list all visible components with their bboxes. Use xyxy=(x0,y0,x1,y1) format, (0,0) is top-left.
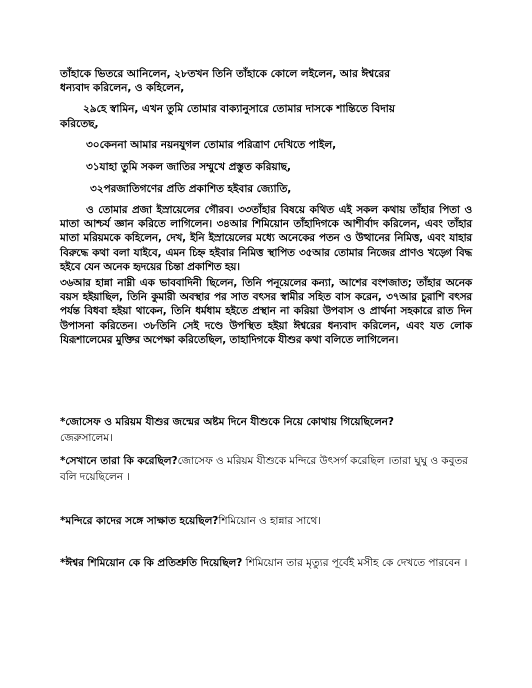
paragraph-verses-33-35: ও তোমার প্রজা ইস্রায়েলের গৌরব। ৩৩তাঁহার বিষয়ে কথিত এই সকল কথায় তাঁহার পিতা ও মাতা আশ্চর্য জ্ঞান করিতে লাগিলেন। ৩৪আর শিমিয়োন তাঁহাদিগকে আশীর্বাদ করিলেন, এবং তাঁহার মাতা মরিয়মকে কহিলেন, দেখ, ইনি ইস্রায়েলের মধ্যে অনেকের পতন ও উত্থানের নিমিত্ত, এবং যাহার বিরুদ্ধে কথা বলা যাইবে, এমন চিহ্ন হইবার নিমিত্ত স্থাপিত ৩৫আর তোমার নিজের প্রাণও খড়্গে বিদ্ধ হইবে যেন অনেক হৃদয়ের চিন্তা প্রকাশিত হয়। xyxy=(60,204,472,273)
qa-item-2 xyxy=(60,453,480,485)
qa-item-1 xyxy=(60,414,480,446)
qa-answer-3: শিমিয়োন ও হান্নার সাথে। xyxy=(218,515,321,527)
verse-29-line-2: করিতেছ, xyxy=(60,118,99,130)
verse-31: ৩১যাহা তুমি সকল জাতির সম্মুখে প্রস্তুত করিয়াছ, xyxy=(86,161,291,173)
passage-line-1: তাঁহাকে ভিতরে আনিলেন, ২৮তখন তিনি তাঁহাকে কোলে লইলেন, আর ঈশ্বরের xyxy=(60,68,390,80)
verse-32: ৩২পরজাতিগণের প্রতি প্রকাশিত হইবার জ্যোতি, xyxy=(90,183,292,195)
qa-question-2: *সেখানে তারা কি করেছিল? xyxy=(60,455,178,467)
qa-question-1: *জোসেফ ও মরিয়ম যীশুর জন্মের অষ্টম দিনে যীশুকে নিয়ে কোথায় গিয়েছিলেন? xyxy=(60,416,394,428)
qa-item-3 xyxy=(60,513,480,529)
paragraph-verses-36-38: ৩৬আর হান্না নাম্নী এক ভাববাদিনী ছিলেন, তিনি পনূয়েলের কন্যা, আশের বংশজাত; তাঁহার অনেক বয়স হইয়াছিল, তিনি কুমারী অবস্থার পর সাত বৎসর স্বামীর সহিত বাস করেন, ৩৭আর চুরাশি বৎসর পর্যন্ত বিধবা হইয়া থাকেন, তিনি ধর্মধাম হইতে প্রস্থান না করিয়া উপবাস ও প্রার্থনা সহকারে রাত দিন উপাসনা করিতেন। ৩৮তিনি সেই দণ্ডে উপস্থিত হইয়া ঈশ্বরের ধন্যবাদ করিলেন, এবং যত লোক যিরূশালেমের মুক্তির অপেক্ষা করিতেছিল, তাহাদিগকে যীশুর কথা বলিতে লাগিলেন। xyxy=(60,277,472,346)
qa-question-4: *ঈশ্বর শিমিয়োন কে কি প্রতিশ্রুতি দিয়েছিল? xyxy=(60,557,243,569)
qa-answer-1: জেরুসালেম। xyxy=(60,432,113,444)
qa-item-4 xyxy=(60,555,480,571)
qa-answer-4: শিমিয়োন তার মৃত্যুর পূর্বেই মসীহ কে দেখতে পারবেন । xyxy=(242,557,468,569)
verse-29-line-1: ২৯হে স্বামিন, এখন তুমি তোমার বাক্যানুসারে তোমার দাসকে শান্তিতে বিদায় xyxy=(83,103,395,115)
verse-30: ৩০কেননা আমার নয়নযুগল তোমার পরিত্রাণ দেখিতে পাইল, xyxy=(86,139,337,151)
passage-line-2: ধন্যবাদ করিলেন, ও কহিলেন, xyxy=(60,82,185,94)
qa-answer-2: জোসেফ ও মরিয়ম যীশুকে মন্দিরে উৎসর্গ করেছিল ।তারা ঘুঘু ও কবুতর বলি দয়েছিলেন । xyxy=(60,455,468,483)
qa-question-3: *মন্দিরে কাদের সঙ্গে সাক্ষাত হয়েছিল? xyxy=(60,515,219,527)
